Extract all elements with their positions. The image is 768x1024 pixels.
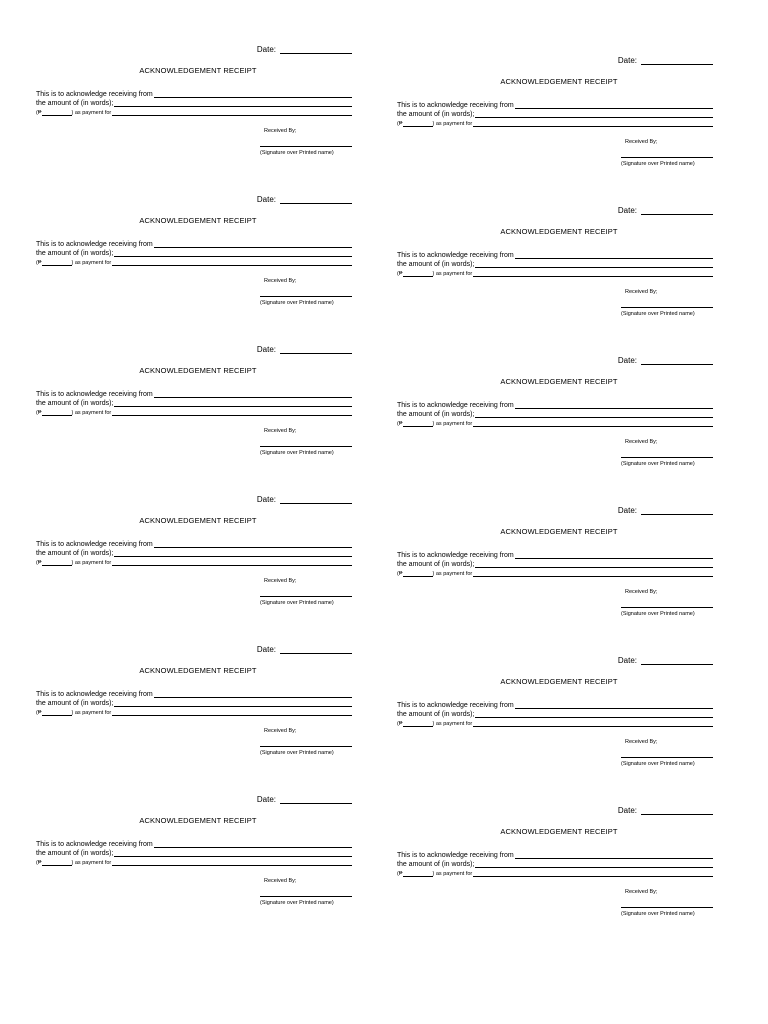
- peso-amount-field[interactable]: [403, 420, 433, 427]
- payment-for-label: ) as payment for: [432, 121, 473, 127]
- peso-open-label: (₱: [397, 121, 403, 127]
- payment-for-label: ) as payment for: [71, 860, 112, 866]
- received-from-row: [397, 251, 713, 259]
- received-from-field[interactable]: [154, 540, 352, 548]
- received-from-row: [397, 551, 713, 559]
- signature-field[interactable]: [260, 296, 352, 297]
- received-from-field[interactable]: [515, 701, 713, 709]
- amount-words-label: the amount of (in words);: [397, 861, 475, 868]
- receipt-title: ACKNOWLEDGEMENT RECEIPT: [139, 816, 257, 825]
- amount-words-field[interactable]: [114, 399, 352, 407]
- signature-field[interactable]: [260, 446, 352, 447]
- payment-for-field[interactable]: [473, 419, 713, 427]
- payment-for-label: ) as payment for: [71, 110, 112, 116]
- date-field[interactable]: [641, 355, 713, 365]
- received-from-row: [36, 540, 352, 548]
- date-field[interactable]: [641, 205, 713, 215]
- date-field[interactable]: [280, 344, 352, 354]
- payment-for-field[interactable]: [112, 708, 352, 716]
- payment-row: [36, 108, 352, 116]
- receipt-title: ACKNOWLEDGEMENT RECEIPT: [139, 216, 257, 225]
- received-from-label: This is to acknowledge receiving from: [397, 552, 514, 559]
- amount-words-label: the amount of (in words);: [397, 411, 475, 418]
- signature-caption: (Signature over Printed name): [260, 750, 334, 756]
- payment-row: [36, 408, 352, 416]
- amount-words-label: the amount of (in words);: [36, 100, 114, 107]
- date-row: [618, 355, 713, 365]
- acknowledgement-receipt-left-6: [36, 794, 360, 926]
- payment-for-label: ) as payment for: [71, 260, 112, 266]
- peso-open-label: (₱: [397, 271, 403, 277]
- payment-for-field[interactable]: [473, 569, 713, 577]
- payment-row: [397, 119, 713, 127]
- amount-words-field[interactable]: [475, 110, 713, 118]
- peso-amount-field[interactable]: [403, 720, 433, 727]
- amount-words-row: [397, 560, 713, 568]
- received-from-field[interactable]: [515, 401, 713, 409]
- peso-open-label: (₱: [36, 410, 42, 416]
- receipt-title: ACKNOWLEDGEMENT RECEIPT: [500, 677, 618, 686]
- amount-words-field[interactable]: [475, 560, 713, 568]
- received-by-label: Received By;: [625, 889, 658, 895]
- amount-words-field[interactable]: [114, 549, 352, 557]
- payment-for-label: ) as payment for: [71, 710, 112, 716]
- date-row: [257, 194, 352, 204]
- received-by-label: Received By;: [625, 439, 658, 445]
- payment-for-label: ) as payment for: [432, 721, 473, 727]
- signature-caption: (Signature over Printed name): [621, 311, 695, 317]
- received-from-field[interactable]: [515, 251, 713, 259]
- signature-field[interactable]: [260, 146, 352, 147]
- payment-for-field[interactable]: [473, 269, 713, 277]
- amount-words-label: the amount of (in words);: [36, 850, 114, 857]
- amount-words-label: the amount of (in words);: [397, 111, 475, 118]
- signature-field[interactable]: [621, 307, 713, 308]
- date-row: [257, 44, 352, 54]
- received-from-label: This is to acknowledge receiving from: [36, 541, 153, 548]
- amount-words-field[interactable]: [114, 849, 352, 857]
- received-from-row: [36, 840, 352, 848]
- peso-amount-field[interactable]: [403, 120, 433, 127]
- amount-words-row: [397, 260, 713, 268]
- acknowledgement-receipt-left-3: [36, 344, 360, 476]
- received-from-row: [36, 240, 352, 248]
- peso-amount-field[interactable]: [42, 409, 72, 416]
- signature-field[interactable]: [621, 607, 713, 608]
- amount-words-row: [397, 410, 713, 418]
- payment-for-label: ) as payment for: [71, 560, 112, 566]
- received-from-row: [36, 390, 352, 398]
- receipt-title: ACKNOWLEDGEMENT RECEIPT: [139, 66, 257, 75]
- receipt-title: ACKNOWLEDGEMENT RECEIPT: [500, 77, 618, 86]
- peso-open-label: (₱: [397, 421, 403, 427]
- received-by-label: Received By;: [625, 739, 658, 745]
- receipt-title: ACKNOWLEDGEMENT RECEIPT: [500, 377, 618, 386]
- received-from-field[interactable]: [154, 240, 352, 248]
- received-from-row: [397, 701, 713, 709]
- date-field[interactable]: [280, 194, 352, 204]
- amount-words-row: [397, 710, 713, 718]
- date-label: Date:: [256, 345, 276, 354]
- received-from-label: This is to acknowledge receiving from: [36, 841, 153, 848]
- payment-for-label: ) as payment for: [432, 571, 473, 577]
- signature-caption: (Signature over Printed name): [260, 300, 334, 306]
- acknowledgement-receipt-left-5: [36, 644, 360, 776]
- received-from-label: This is to acknowledge receiving from: [397, 852, 514, 859]
- received-by-label: Received By;: [625, 289, 658, 295]
- payment-for-field[interactable]: [112, 108, 352, 116]
- amount-words-label: the amount of (in words);: [397, 711, 475, 718]
- payment-row: [397, 719, 713, 727]
- peso-amount-field[interactable]: [42, 709, 72, 716]
- date-row: [618, 505, 713, 515]
- amount-words-row: [397, 860, 713, 868]
- date-row: [257, 794, 352, 804]
- signature-field[interactable]: [260, 746, 352, 747]
- payment-row: [397, 419, 713, 427]
- date-field[interactable]: [280, 44, 352, 54]
- payment-row: [36, 708, 352, 716]
- received-from-field[interactable]: [154, 690, 352, 698]
- date-label: Date:: [256, 495, 276, 504]
- received-from-row: [36, 690, 352, 698]
- signature-field[interactable]: [621, 457, 713, 458]
- peso-amount-field[interactable]: [403, 870, 433, 877]
- receipt-title: ACKNOWLEDGEMENT RECEIPT: [139, 666, 257, 675]
- peso-open-label: (₱: [397, 571, 403, 577]
- payment-for-field[interactable]: [112, 858, 352, 866]
- acknowledgement-receipt-left-4: [36, 494, 360, 626]
- date-label: Date:: [256, 795, 276, 804]
- amount-words-field[interactable]: [475, 710, 713, 718]
- date-label: Date:: [256, 645, 276, 654]
- received-by-label: Received By;: [264, 128, 297, 134]
- acknowledgement-receipt-right-4: [397, 505, 721, 637]
- payment-row: [397, 569, 713, 577]
- signature-caption: (Signature over Printed name): [260, 600, 334, 606]
- acknowledgement-receipt-right-3: [397, 355, 721, 487]
- received-from-field[interactable]: [515, 851, 713, 859]
- amount-words-row: [36, 399, 352, 407]
- peso-amount-field[interactable]: [42, 259, 72, 266]
- peso-amount-field[interactable]: [42, 109, 72, 116]
- received-by-label: Received By;: [625, 139, 658, 145]
- amount-words-label: the amount of (in words);: [36, 400, 114, 407]
- payment-for-field[interactable]: [112, 258, 352, 266]
- signature-field[interactable]: [621, 757, 713, 758]
- acknowledgement-receipt-right-6: [397, 805, 721, 937]
- received-by-label: Received By;: [625, 589, 658, 595]
- amount-words-label: the amount of (in words);: [36, 550, 114, 557]
- received-from-label: This is to acknowledge receiving from: [397, 102, 514, 109]
- peso-amount-field[interactable]: [42, 559, 72, 566]
- signature-caption: (Signature over Printed name): [621, 761, 695, 767]
- amount-words-field[interactable]: [114, 699, 352, 707]
- date-field[interactable]: [641, 55, 713, 65]
- amount-words-label: the amount of (in words);: [397, 561, 475, 568]
- amount-words-label: the amount of (in words);: [36, 250, 114, 257]
- date-field[interactable]: [641, 505, 713, 515]
- date-row: [618, 55, 713, 65]
- received-from-row: [397, 851, 713, 859]
- signature-caption: (Signature over Printed name): [260, 150, 334, 156]
- receipt-title: ACKNOWLEDGEMENT RECEIPT: [500, 227, 618, 236]
- acknowledgement-receipt-right-5: [397, 655, 721, 787]
- date-row: [618, 805, 713, 815]
- signature-caption: (Signature over Printed name): [621, 911, 695, 917]
- received-by-label: Received By;: [264, 878, 297, 884]
- received-from-row: [397, 401, 713, 409]
- date-row: [618, 655, 713, 665]
- received-from-label: This is to acknowledge receiving from: [397, 702, 514, 709]
- received-from-label: This is to acknowledge receiving from: [397, 402, 514, 409]
- acknowledgement-receipt-left-1: [36, 44, 360, 176]
- signature-field[interactable]: [621, 157, 713, 158]
- signature-caption: (Signature over Printed name): [621, 611, 695, 617]
- payment-for-label: ) as payment for: [432, 271, 473, 277]
- received-from-field[interactable]: [515, 101, 713, 109]
- date-field[interactable]: [641, 655, 713, 665]
- received-from-label: This is to acknowledge receiving from: [36, 241, 153, 248]
- date-label: Date:: [617, 356, 637, 365]
- peso-open-label: (₱: [397, 721, 403, 727]
- payment-for-field[interactable]: [473, 869, 713, 877]
- received-from-label: This is to acknowledge receiving from: [36, 691, 153, 698]
- date-label: Date:: [256, 45, 276, 54]
- payment-for-field[interactable]: [473, 719, 713, 727]
- peso-amount-field[interactable]: [403, 570, 433, 577]
- signature-caption: (Signature over Printed name): [260, 450, 334, 456]
- acknowledgement-receipt-right-2: [397, 205, 721, 337]
- amount-words-row: [36, 549, 352, 557]
- received-by-label: Received By;: [264, 428, 297, 434]
- signature-caption: (Signature over Printed name): [621, 161, 695, 167]
- payment-row: [36, 258, 352, 266]
- peso-amount-field[interactable]: [42, 859, 72, 866]
- receipt-title: ACKNOWLEDGEMENT RECEIPT: [500, 827, 618, 836]
- peso-open-label: (₱: [36, 110, 42, 116]
- received-from-row: [36, 90, 352, 98]
- amount-words-field[interactable]: [114, 249, 352, 257]
- payment-row: [36, 558, 352, 566]
- date-label: Date:: [617, 56, 637, 65]
- received-from-label: This is to acknowledge receiving from: [36, 391, 153, 398]
- amount-words-label: the amount of (in words);: [36, 700, 114, 707]
- received-from-field[interactable]: [154, 840, 352, 848]
- received-from-label: This is to acknowledge receiving from: [36, 91, 153, 98]
- payment-for-label: ) as payment for: [432, 421, 473, 427]
- amount-words-row: [36, 249, 352, 257]
- date-label: Date:: [617, 806, 637, 815]
- date-label: Date:: [617, 506, 637, 515]
- date-field[interactable]: [280, 494, 352, 504]
- amount-words-label: the amount of (in words);: [397, 261, 475, 268]
- signature-caption: (Signature over Printed name): [621, 461, 695, 467]
- amount-words-field[interactable]: [114, 99, 352, 107]
- date-row: [257, 344, 352, 354]
- received-from-label: This is to acknowledge receiving from: [397, 252, 514, 259]
- amount-words-row: [397, 110, 713, 118]
- payment-for-field[interactable]: [473, 119, 713, 127]
- payment-for-field[interactable]: [112, 408, 352, 416]
- amount-words-row: [36, 699, 352, 707]
- signature-field[interactable]: [260, 596, 352, 597]
- date-field[interactable]: [280, 644, 352, 654]
- peso-open-label: (₱: [397, 871, 403, 877]
- payment-row: [397, 269, 713, 277]
- date-row: [257, 644, 352, 654]
- amount-words-row: [36, 849, 352, 857]
- date-field[interactable]: [280, 794, 352, 804]
- acknowledgement-receipt-left-2: [36, 194, 360, 326]
- receipt-title: ACKNOWLEDGEMENT RECEIPT: [500, 527, 618, 536]
- received-from-row: [397, 101, 713, 109]
- date-field[interactable]: [641, 805, 713, 815]
- received-from-field[interactable]: [154, 390, 352, 398]
- amount-words-field[interactable]: [475, 410, 713, 418]
- peso-open-label: (₱: [36, 860, 42, 866]
- received-by-label: Received By;: [264, 278, 297, 284]
- payment-row: [36, 858, 352, 866]
- date-label: Date:: [256, 195, 276, 204]
- amount-words-field[interactable]: [475, 860, 713, 868]
- received-by-label: Received By;: [264, 728, 297, 734]
- payment-for-label: ) as payment for: [71, 410, 112, 416]
- date-row: [257, 494, 352, 504]
- signature-field[interactable]: [260, 896, 352, 897]
- acknowledgement-receipt-right-1: [397, 55, 721, 187]
- amount-words-field[interactable]: [475, 260, 713, 268]
- date-row: [618, 205, 713, 215]
- receipt-title: ACKNOWLEDGEMENT RECEIPT: [139, 516, 257, 525]
- received-from-field[interactable]: [154, 90, 352, 98]
- received-from-field[interactable]: [515, 551, 713, 559]
- received-by-label: Received By;: [264, 578, 297, 584]
- signature-caption: (Signature over Printed name): [260, 900, 334, 906]
- receipt-title: ACKNOWLEDGEMENT RECEIPT: [139, 366, 257, 375]
- peso-open-label: (₱: [36, 260, 42, 266]
- peso-amount-field[interactable]: [403, 270, 433, 277]
- peso-open-label: (₱: [36, 560, 42, 566]
- payment-row: [397, 869, 713, 877]
- amount-words-row: [36, 99, 352, 107]
- date-label: Date:: [617, 206, 637, 215]
- peso-open-label: (₱: [36, 710, 42, 716]
- date-label: Date:: [617, 656, 637, 665]
- payment-for-label: ) as payment for: [432, 871, 473, 877]
- payment-for-field[interactable]: [112, 558, 352, 566]
- signature-field[interactable]: [621, 907, 713, 908]
